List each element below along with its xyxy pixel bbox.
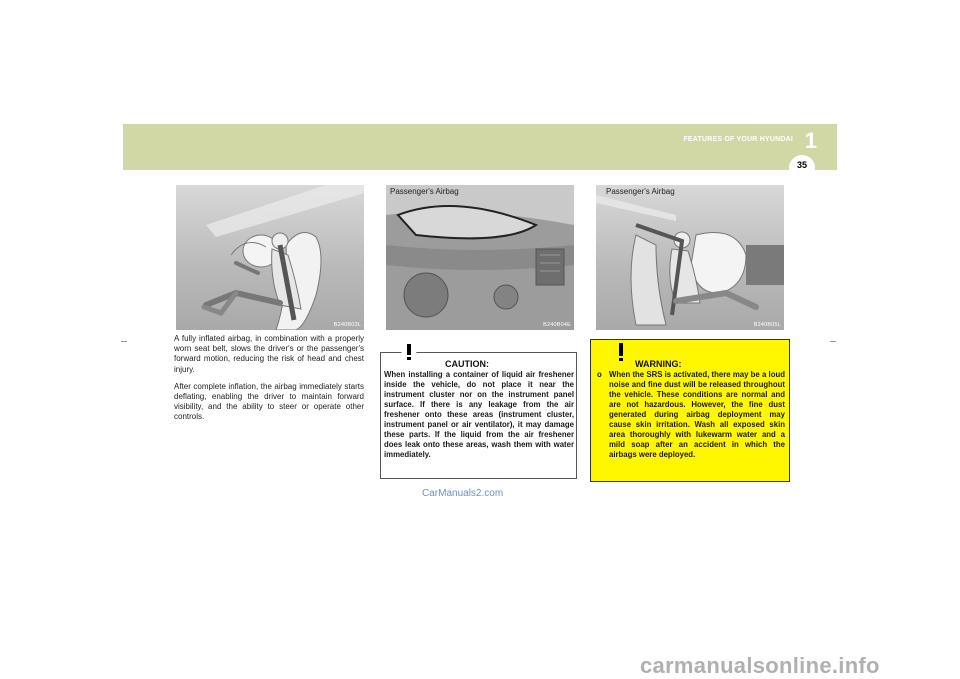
margin-mark-right xyxy=(830,341,836,342)
caution-text: When installing a container of liquid air freshener inside the vehicle, do not place it near the instrument cluster nor on the instrument panel surface. If there is any leakage from the air freshener onto these areas (instrument cluster, instrument panel or air ventilator), it may damage these parts. If the liquid from the air freshener does leak onto these areas, wash them with water immediately. xyxy=(384,370,574,459)
warning-box xyxy=(590,339,790,482)
footer-watermark: carmanualsonline.info xyxy=(640,653,880,678)
chapter-number: 1 xyxy=(804,128,817,153)
figure-dashboard-airbag xyxy=(386,185,574,330)
caution-box xyxy=(380,352,577,479)
passenger-airbag-illustration xyxy=(596,185,784,330)
chapter-title: FEATURES OF YOUR HYUNDAI xyxy=(683,136,793,143)
caution-exclamation-icon xyxy=(395,339,423,363)
warning-exclamation-icon xyxy=(607,340,635,364)
figure-label: Passenger's Airbag xyxy=(390,187,459,196)
figure-code: B240B05L xyxy=(753,322,781,328)
margin-mark-left xyxy=(121,341,127,342)
airbag-description xyxy=(174,334,364,430)
figure-driver-airbag xyxy=(176,185,364,330)
paragraph-deflation: After complete inflation, the airbag immediately starts deflating, enabling the driver to maintain forward visibility, and the ability to steer or operate other controls. xyxy=(174,381,364,422)
figure-code: B240B03L xyxy=(333,322,361,328)
chapter-header-band xyxy=(123,124,837,170)
driver-airbag-illustration xyxy=(176,185,364,330)
warning-text: When the SRS is activated, there may be a loud noise and fine dust will be released throughout the vehicle. These conditions are normal and are not hazardous. However, the fine dust generated during airbag deployment may cause skin irritation. Wash all exposed skin area thoroughly with lukewarm water and a mild soap after an accident in which the airbags were deployed. xyxy=(609,370,785,459)
page-number: 35 xyxy=(796,160,807,170)
warning-title: WARNING: xyxy=(635,359,682,369)
site-watermark-link[interactable]: CarManuals2.com xyxy=(422,488,504,499)
figure-code: B240B04E xyxy=(543,322,571,328)
caution-title: CAUTION: xyxy=(445,359,489,369)
warning-bullet: o xyxy=(597,370,602,379)
figure-label: Passenger's Airbag xyxy=(606,187,675,196)
paragraph-inflation: A fully inflated airbag, in combination with a properly worn seat belt, slows the driver's or the passenger's forward motion, reducing the risk of head and chest injury. xyxy=(174,334,364,374)
figure-passenger-airbag xyxy=(596,185,784,330)
dashboard-illustration xyxy=(386,185,574,330)
